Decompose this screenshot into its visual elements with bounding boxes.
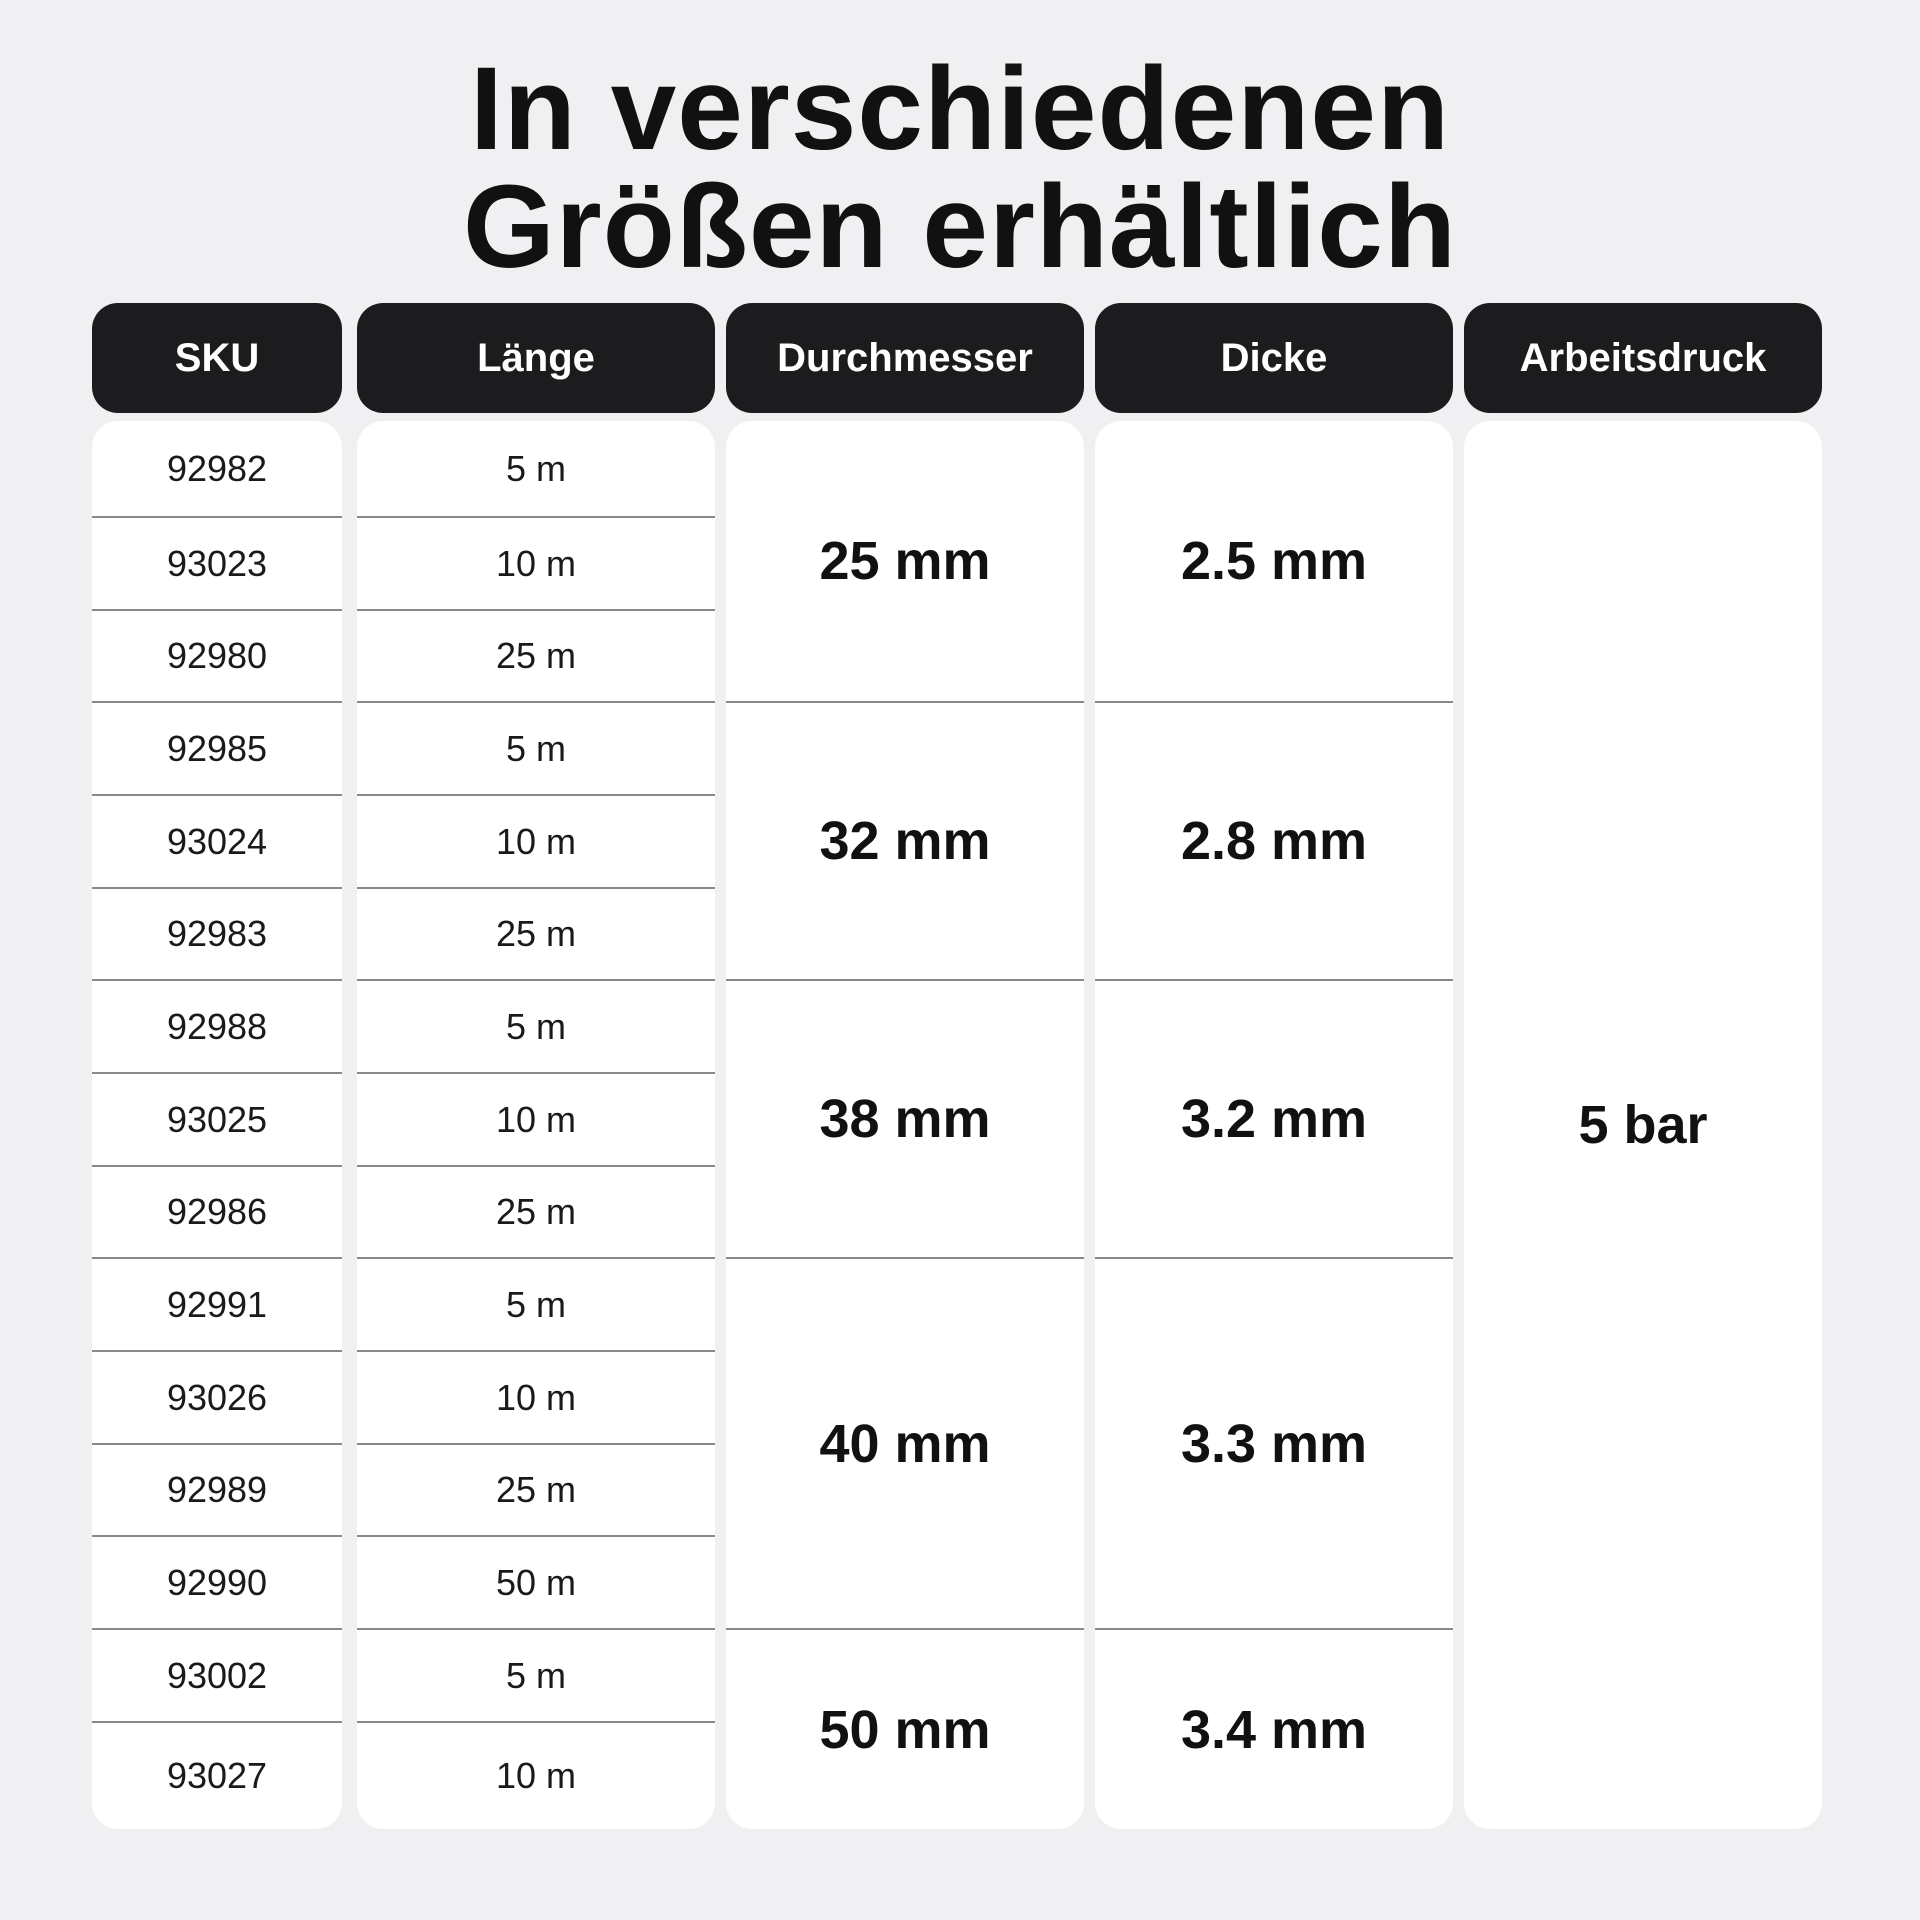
length-cell: 10 m xyxy=(357,1350,715,1443)
thickness-cell: 3.3 mm xyxy=(1095,1257,1453,1628)
length-cell: 25 m xyxy=(357,1443,715,1535)
diameter-cell: 40 mm xyxy=(726,1257,1084,1628)
diameter-cell: 25 mm xyxy=(819,531,991,591)
length-cell: 5 m xyxy=(357,701,715,794)
header-sku: SKU xyxy=(92,303,342,413)
diameter-cell: 50 mm xyxy=(726,1628,1084,1829)
sku-cell: 92990 xyxy=(92,1535,342,1628)
sku-column xyxy=(92,421,342,1829)
length-cell: 25 m xyxy=(357,887,715,979)
sku-cell: 93026 xyxy=(92,1350,342,1443)
title-line-1: In verschiedenen xyxy=(469,43,1451,175)
length-cell: 5 m xyxy=(357,979,715,1072)
sku-cell: 93002 xyxy=(92,1628,342,1721)
length-cell: 10 m xyxy=(357,1721,715,1829)
length-cell: 25 m xyxy=(357,1165,715,1257)
sku-cell: 93027 xyxy=(92,1721,342,1829)
length-cell: 25 m xyxy=(357,609,715,701)
sku-cell: 92989 xyxy=(92,1443,342,1535)
thickness-cell: 3.2 mm xyxy=(1095,979,1453,1257)
header-pressure: Arbeitsdruck xyxy=(1464,303,1822,413)
pressure-column xyxy=(1464,421,1822,1829)
diameter-cell: 38 mm xyxy=(726,979,1084,1257)
thickness-cell: 3.4 mm xyxy=(1095,1628,1453,1829)
thickness-column xyxy=(1095,421,1453,1829)
sku-cell: 92980 xyxy=(92,609,342,701)
sku-cell: 92983 xyxy=(92,887,342,979)
length-cell: 10 m xyxy=(357,1072,715,1165)
sku-cell: 92982 xyxy=(166,447,268,489)
sku-cell: 92988 xyxy=(92,979,342,1072)
length-cell: 5 m xyxy=(357,1257,715,1350)
diameter-column xyxy=(726,421,1084,1829)
length-column xyxy=(357,421,715,1829)
thickness-cell: 2.5 mm xyxy=(1180,531,1368,591)
sku-cell: 92991 xyxy=(92,1257,342,1350)
length-cell: 5 m xyxy=(505,447,566,489)
sku-cell: 93025 xyxy=(92,1072,342,1165)
length-cell: 10 m xyxy=(357,794,715,887)
length-cell: 10 m xyxy=(357,516,715,609)
header-thickness: Dicke xyxy=(1095,303,1453,413)
sku-cell: 92985 xyxy=(92,701,342,794)
thickness-cell: 2.8 mm xyxy=(1095,701,1453,979)
diameter-cell: 32 mm xyxy=(726,701,1084,979)
page-title xyxy=(0,43,1920,293)
sku-cell: 93023 xyxy=(92,516,342,609)
length-cell: 50 m xyxy=(357,1535,715,1628)
sku-cell: 93024 xyxy=(92,794,342,887)
pressure-value: 5 bar xyxy=(1578,1095,1708,1155)
title-line-2: Größen erhältlich xyxy=(463,161,1457,293)
length-cell: 5 m xyxy=(357,1628,715,1721)
header-diameter: Durchmesser xyxy=(726,303,1084,413)
header-length: Länge xyxy=(357,303,715,413)
sku-cell: 92986 xyxy=(92,1165,342,1257)
